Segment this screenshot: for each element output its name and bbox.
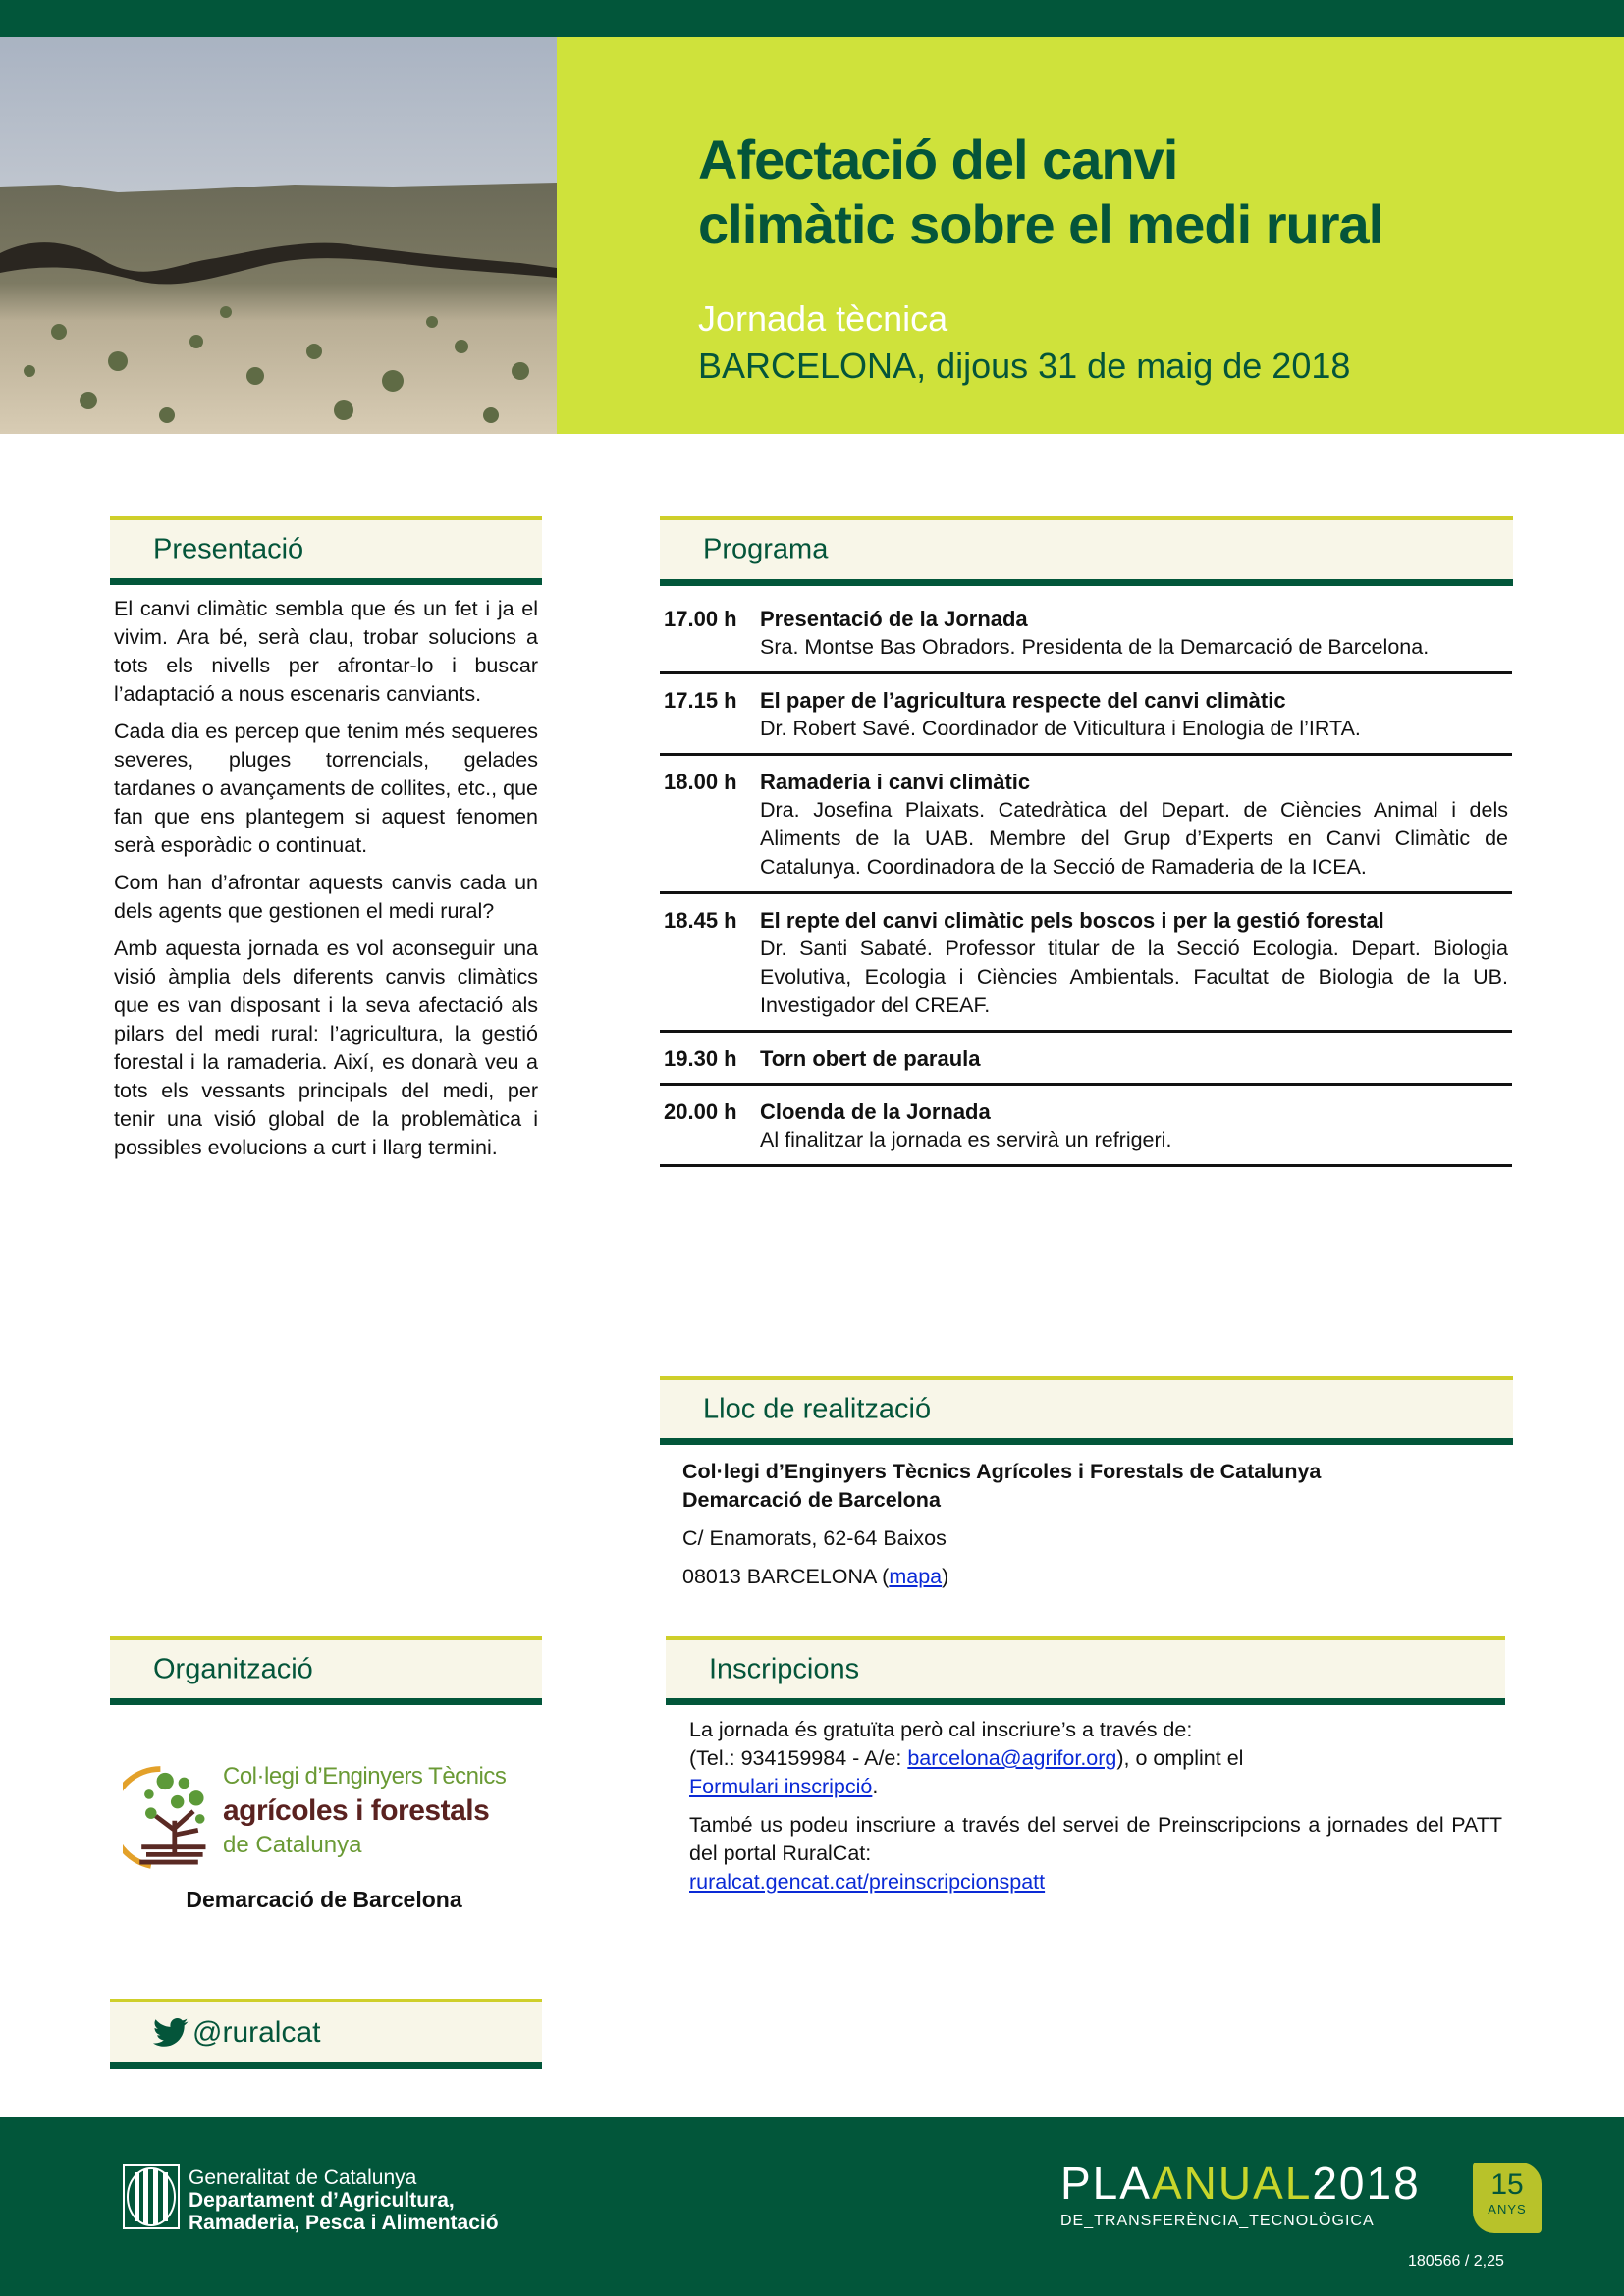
logo-text: agrícoles i forestals [223, 1794, 490, 1827]
email-link[interactable]: barcelona@agrifor.org [907, 1746, 1117, 1770]
generalitat-text [189, 2166, 499, 2234]
punctuation: . [872, 1775, 879, 1798]
pla-anual-logo [1060, 2159, 1457, 2231]
tree-logo-icon [123, 1762, 217, 1870]
document-code: 180566 / 2,25 [1408, 2253, 1504, 2269]
program-item [660, 756, 1512, 894]
gov-name: Generalitat de Catalunya [189, 2166, 417, 2189]
venue-org-name: Col·legi d’Enginyers Tècnics Agrícoles i Forestals de Catalunya [682, 1460, 1322, 1483]
page-title [698, 128, 1382, 257]
registration-text: La jornada és gratuïta però cal inscriure’s a través de: [689, 1718, 1193, 1741]
section-header-programa [660, 516, 1513, 586]
map-link[interactable]: mapa [889, 1565, 943, 1588]
program-desc: Dr. Robert Savé. Coordinador de Viticultura i Enologia de l’IRTA. [760, 717, 1361, 740]
badge-label: ANYS [1488, 2202, 1527, 2216]
program-item [660, 674, 1512, 756]
top-bar [0, 0, 1624, 37]
program-title: Torn obert de paraula [760, 1046, 981, 1071]
program-desc: Dra. Josefina Plaixats. Catedràtica del Depart. de Ciències Animal i dels Aliments de la UAB. Membre del Grup d’Experts en Canvi Climàtic de Catalunya. Coordinadora de la Secció de Ramaderia de la ICEA. [760, 798, 1508, 879]
registration-text: També us podeu inscriure a través del servei de Preinscripcions a jornades del PATT del portal RuralCat: [689, 1813, 1502, 1865]
paragraph: Com han d’afrontar aquests canvis cada un dels agents que gestionen el medi rural? [114, 871, 538, 923]
presentacio-text [114, 595, 538, 1171]
program-time: 17.00 h [664, 607, 737, 631]
department-name: Ramaderia, Pesca i Alimentació [189, 2212, 499, 2234]
program-time: 18.00 h [664, 770, 737, 794]
program-item [660, 1033, 1512, 1086]
generalitat-emblem-icon [123, 2164, 180, 2229]
venue-org-branch: Demarcació de Barcelona [682, 1488, 941, 1512]
program-item [660, 1086, 1512, 1167]
program-title: El paper de l’agricultura respecte del canvi climàtic [760, 688, 1286, 713]
section-title: Presentació [153, 533, 304, 564]
venue-address: C/ Enamorats, 62-64 Baixos [682, 1526, 947, 1550]
program-time: 20.00 h [664, 1099, 737, 1124]
badge-number: 15 [1490, 2168, 1524, 2201]
title-line-1: Afectació del canvi [698, 129, 1178, 190]
program-item [660, 599, 1512, 674]
registration-contact: (Tel.: 934159984 - A/e: [689, 1746, 908, 1770]
paragraph: Cada dia es percep que tenim més sequeres severes, pluges torrencials, gelades tardanes o avançaments de collites, etc., que fan que ens plantegem si aquest fenomen serà esporàdic o continuat. [114, 720, 538, 857]
section-title: Lloc de realització [703, 1393, 932, 1424]
registration-text: ), o omplint el [1116, 1746, 1244, 1770]
venue-city-end: ) [942, 1565, 949, 1588]
logo-subtitle: DE_TRANSFERÈNCIA_TECNOLÒGICA [1060, 2213, 1375, 2229]
logo-year: 2018 [1312, 2158, 1421, 2209]
title-line-2: climàtic sobre el medi rural [698, 193, 1383, 255]
twitter-bird-icon [153, 2018, 189, 2048]
program-time: 19.30 h [664, 1046, 737, 1071]
department-name: Departament d’Agricultura, [189, 2189, 455, 2212]
section-header-lloc [660, 1376, 1513, 1445]
paragraph: El canvi climàtic sembla que és un fet i ja el vivim. Ara bé, serà clau, trobar solucions a tots els nivells per afrontar-lo i buscar l’adaptació a nous escenaris canviants. [114, 597, 538, 706]
section-header-inscripcions [666, 1636, 1505, 1705]
hero-banner [557, 37, 1624, 434]
program-time: 17.15 h [664, 688, 737, 713]
college-logo [123, 1762, 545, 1874]
venue-info [682, 1458, 1527, 1601]
program-title: Presentació de la Jornada [760, 607, 1028, 631]
program-title: El repte del canvi climàtic pels boscos i per la gestió forestal [760, 908, 1384, 933]
footer [0, 2117, 1624, 2296]
logo-text: Col·legi d’Enginyers Tècnics [223, 1763, 507, 1789]
program-title: Cloenda de la Jornada [760, 1099, 991, 1124]
section-title: Organització [153, 1653, 313, 1684]
logo-text: de Catalunya [223, 1832, 362, 1858]
program-desc: Sra. Montse Bas Obradors. Presidenta de la Demarcació de Barcelona. [760, 635, 1430, 659]
anniversary-badge [1473, 2163, 1542, 2233]
logo-text: PLA [1060, 2158, 1152, 2209]
program-list [660, 599, 1512, 1167]
ruralcat-link[interactable]: ruralcat.gencat.cat/preinscripcionspatt [689, 1870, 1046, 1894]
venue-city: 08013 BARCELONA ( [682, 1565, 890, 1588]
organizer-branch: Demarcació de Barcelona [186, 1887, 462, 1912]
logo-text: ANUAL [1151, 2158, 1313, 2209]
twitter-handle-row[interactable] [153, 2016, 321, 2050]
section-header-organitzacio [110, 1636, 542, 1705]
twitter-banner [110, 1999, 542, 2069]
section-title: Inscripcions [709, 1653, 860, 1684]
section-title: Programa [703, 533, 829, 565]
section-header-presentacio [110, 516, 542, 585]
landscape-photo [0, 37, 557, 434]
event-date: BARCELONA, dijous 31 de maig de 2018 [698, 346, 1351, 386]
program-desc: Dr. Santi Sabaté. Professor titular de la Secció Ecologia. Depart. Biologia Evolutiva, Ecologia i Ciències Ambientals. Facultat de Biologia de la UB. Investigador del CREAF. [760, 936, 1508, 1017]
paragraph: Amb aquesta jornada es vol aconseguir una visió àmplia dels diferents canvis climàtics que es van disposant i la seva afectació als pilars del medi rural: l’agricultura, la gestió forestal i la ramaderia. Així, es donarà veu a tots els vessants principals del medi, per tenir una visió global de la problemàtica i possibles evolucions a curt i llarg termini. [114, 936, 538, 1159]
program-item [660, 894, 1512, 1033]
form-link[interactable]: Formulari inscripció [689, 1775, 873, 1798]
program-time: 18.45 h [664, 908, 737, 933]
twitter-handle: @ruralcat [192, 2015, 321, 2049]
event-type: Jornada tècnica [698, 298, 948, 339]
registration-info [689, 1716, 1502, 1906]
program-title: Ramaderia i canvi climàtic [760, 770, 1031, 794]
program-desc: Al finalitzar la jornada es servirà un refrigeri. [760, 1128, 1172, 1151]
